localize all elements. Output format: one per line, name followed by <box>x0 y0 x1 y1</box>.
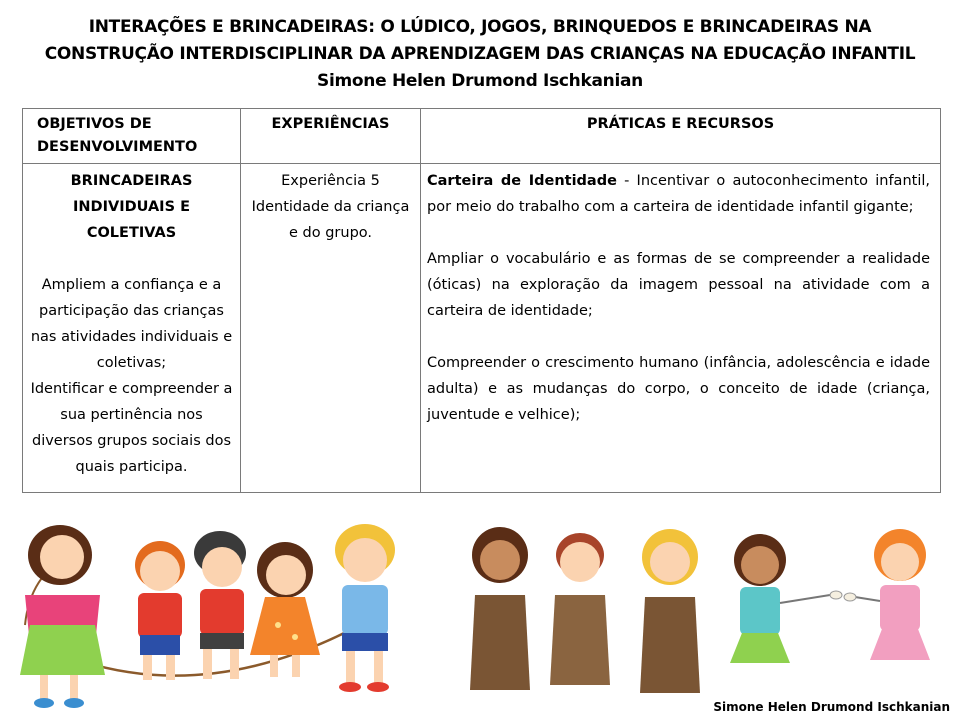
sack-race-children <box>470 527 700 693</box>
practices-cell <box>421 164 941 493</box>
objectives-text-2: Identificar e compreender a sua pertinência nos diversos grupos sociais dos quais participa. <box>30 381 233 475</box>
document-title <box>0 14 960 95</box>
child-boy-1 <box>135 541 185 680</box>
objectives-cell <box>23 164 241 493</box>
child-girl-1 <box>20 525 105 708</box>
practice-1-title: Carteira de Identidade <box>427 173 617 189</box>
objectives-text-1: Ampliem a confiança e a participação das crianças nas atividades individuais e coletivas; <box>30 277 233 371</box>
table-row <box>23 164 941 493</box>
objectives-heading: BRINCADEIRAS INDIVIDUAIS E COLETIVAS <box>70 173 193 241</box>
experience-number: Experiência 5 <box>281 173 380 189</box>
title-line-2: CONSTRUÇÃO INTERDISCIPLINAR DA APRENDIZAGEM DAS CRIANÇAS NA EDUCAÇÃO INFANTIL <box>44 44 916 64</box>
experience-title: Identidade da criança e do grupo. <box>251 199 410 241</box>
table-header-row <box>23 109 941 164</box>
header-experiences: EXPERIÊNCIAS <box>241 109 421 164</box>
header-practices: PRÁTICAS E RECURSOS <box>421 109 941 164</box>
children-illustration <box>0 515 960 715</box>
author-name: Simone Helen Drumond Ischkanian <box>317 71 643 91</box>
practice-2: Ampliar o vocabulário e as formas de se compreender a realidade (óticas) na exploração da imagem pessoal na atividade com a carteira de identidade; <box>427 251 930 319</box>
experience-cell <box>241 164 421 493</box>
practice-3: Compreender o crescimento humano (infância, adolescência e idade adulta) e as mudanças do corpo, o conceito de idade (criança, juventude e velhice); <box>427 355 930 423</box>
header-objectives: OBJETIVOS DE DESENVOLVIMENTO <box>23 109 241 164</box>
footer-credit: Simone Helen Drumond Ischkanian <box>713 700 950 714</box>
objectives-table <box>22 108 941 493</box>
practice-1 <box>427 168 930 220</box>
practice-1-text: - Incentivar o autoconhecimento infantil, por meio do trabalho com a carteira de identidade infantil gigante; <box>427 173 930 215</box>
child-boy-2 <box>194 531 246 679</box>
title-line-1: INTERAÇÕES E BRINCADEIRAS: O LÚDICO, JOGOS, BRINQUEDOS E BRINCADEIRAS NA <box>88 17 872 37</box>
spoon-race-children <box>730 529 930 663</box>
child-boy-3 <box>335 524 395 692</box>
